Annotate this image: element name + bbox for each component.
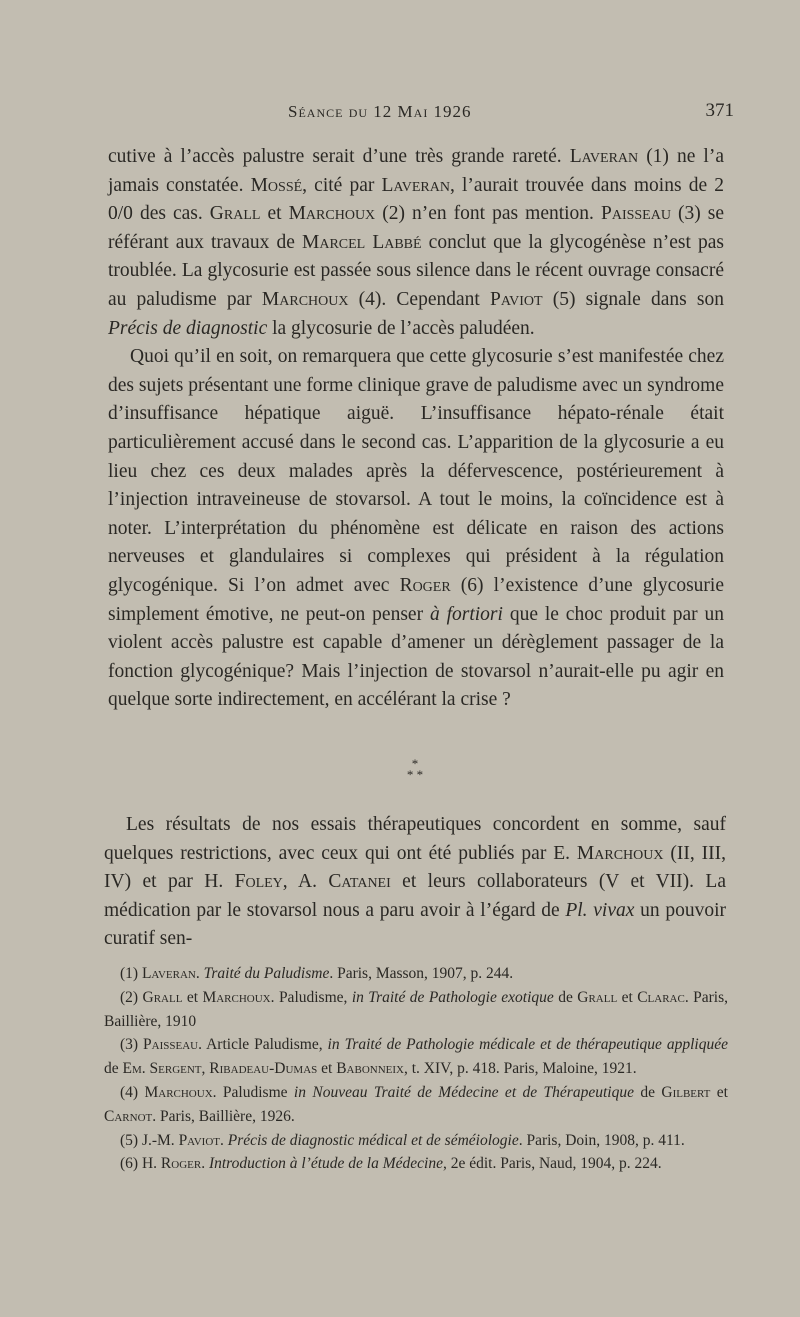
page-number: 371 xyxy=(705,100,734,121)
text-run: et xyxy=(317,1060,337,1078)
text-run: Paisseau xyxy=(143,1036,199,1054)
text-run: . xyxy=(219,1131,228,1149)
text-run: in Traité de Pathologie médicale et de thérapeutique appliquée xyxy=(327,1036,729,1054)
text-run: (2) n’en font pas mention. xyxy=(375,203,601,225)
author-name: Grall xyxy=(209,203,261,225)
author-name: Foley xyxy=(234,871,283,893)
paragraph-2 xyxy=(108,343,724,715)
text-run: . xyxy=(195,965,204,982)
text-run: , t. XIV, p. 418. Paris, Maloine, 1921. xyxy=(403,1060,637,1078)
text-run: cutive à l’accès palustre serait d’une très grande rareté. xyxy=(108,146,570,167)
author-name: Roger xyxy=(399,574,451,596)
text-run: Clarac xyxy=(637,988,685,1006)
text-run: la glycosurie de l’accès paludéen. xyxy=(267,317,535,339)
text-run: . Paris, Doin, 1908, p. 411. xyxy=(518,1131,685,1149)
text-run: et xyxy=(617,988,638,1006)
text-run: de xyxy=(553,988,578,1006)
footnote-4 xyxy=(104,1081,728,1129)
author-name: Laveran xyxy=(381,174,450,196)
text-run: , A. xyxy=(282,871,329,893)
author-name: Marchoux xyxy=(288,203,376,225)
text-run: . Paludisme, xyxy=(270,988,352,1006)
species-name: Pl. vivax xyxy=(565,899,635,921)
text-run: . Paris, Baillière, 1926. xyxy=(152,1107,295,1125)
text-run: (3) se référant aux travaux de xyxy=(108,203,725,253)
author-name: Marcel Labbé xyxy=(302,231,422,253)
text-run: conclut que la glycogénèse n’est pas troublée. La glycosurie est passée sous silence dans le récent ouvrage consacré au paludisme par xyxy=(108,231,724,310)
text-run: Laveran xyxy=(141,965,196,982)
text-run: Em. Sergent xyxy=(122,1060,202,1078)
text-run: Précis de diagnostic médical et de séméiologie xyxy=(227,1131,519,1149)
author-name: Paviot xyxy=(489,288,543,310)
text-run: (4). Cependant xyxy=(348,288,490,310)
text-run: Marchoux xyxy=(144,1083,213,1101)
text-run: Ribadeau-Dumas xyxy=(209,1060,318,1078)
running-title: Séance du 12 Mai 1926 xyxy=(288,102,472,121)
text-run: in Traité de Pathologie exotique xyxy=(351,988,554,1006)
text-run: Marchoux xyxy=(202,988,271,1006)
text-run: et xyxy=(710,1083,728,1101)
author-name: Catanei xyxy=(328,871,391,893)
footnote-2 xyxy=(104,986,728,1034)
text-run: . xyxy=(201,1155,209,1173)
text-run: Les résultats de nos essais thérapeutiques concordent en somme, sauf quelques restrictions, avec ceux qui ont été publiés par E. xyxy=(104,814,726,864)
text-run: (4) xyxy=(120,1083,145,1101)
text-run: (5) J.-M. xyxy=(120,1131,179,1149)
text-run: Grall xyxy=(142,988,183,1006)
text-run: Grall xyxy=(577,988,618,1006)
paragraph-1 xyxy=(108,143,724,343)
text-run: que le choc produit par un violent accès palustre est capable d’amener un dérèglement passager de la fonction glycogénique? Mais l’injection de stovarsol n’aurait-elle pu agir en quelque sorte indirectement, en accélérant la crise ? xyxy=(108,603,724,711)
book-title: Précis de diagnostic xyxy=(108,317,268,339)
author-name: Mossé xyxy=(250,174,303,196)
footnote-5 xyxy=(104,1129,728,1153)
text-run: un pouvoir curatif sen- xyxy=(104,899,726,950)
footnote-1 xyxy=(104,962,728,986)
text-run: Carnot xyxy=(104,1107,153,1125)
text-run: . Paris, Masson, 1907, p. 244. xyxy=(329,965,514,982)
text-run: Quoi qu’il en soit, on remarquera que cette glycosurie s’est manifestée chez des sujets présentant une forme clinique grave de paludisme avec un syndrome d’insuffisance hépatique aiguë. L’insuffisance hépato-rénale était particulièrement accusé dans le second cas. L’apparition de la glycosurie a eu lieu chez ces deux malades après la défervescence, postérieurement à l’injection intraveineuse de stovarsol. A tout le moins, la coïncidence est à noter. L’interprétation du phénomène est délicate en raison des actions nerveuses et glandulaires si complexes qui président à la régulation glycogénique. Si l’on admet avec xyxy=(108,346,724,596)
results-section xyxy=(104,811,726,954)
text-run: , l’aurait trouvée dans moins de 2 0/0 des cas. xyxy=(108,174,724,225)
running-header xyxy=(110,100,740,130)
text-run: Paviot xyxy=(178,1131,220,1149)
text-run: de xyxy=(633,1083,662,1101)
text-run: Babonneix xyxy=(336,1060,404,1078)
text-run: . Paludisme xyxy=(212,1083,294,1101)
text-run: , xyxy=(201,1060,210,1078)
footnote-3 xyxy=(104,1033,728,1081)
text-run: Gilbert xyxy=(661,1083,711,1101)
text-run: . Article Paludisme, xyxy=(198,1036,328,1054)
text-run: (6) H. xyxy=(120,1155,161,1173)
author-name: Paisseau xyxy=(600,203,671,225)
text-run: , 2e édit. Paris, Naud, 1904, p. 224. xyxy=(442,1155,662,1173)
text-run: Roger xyxy=(160,1155,202,1173)
text-run: . Paris, Baillière, 1910 xyxy=(104,988,728,1030)
main-text xyxy=(108,143,724,715)
text-run: Traité du Paludisme xyxy=(203,965,330,982)
text-run: et xyxy=(182,988,203,1006)
asterism-top: * xyxy=(411,756,419,771)
text-run: de xyxy=(104,1060,123,1078)
text-run: (1) ne l’a jamais constatée. xyxy=(108,146,724,196)
text-run: (2) xyxy=(120,988,143,1006)
text-run: , cité par xyxy=(302,174,382,196)
text-run: (3) xyxy=(120,1036,144,1054)
text-run: (5) signale dans son xyxy=(542,288,724,310)
asterism-bottom: * * xyxy=(406,767,424,782)
text-run: et xyxy=(260,203,289,225)
section-asterism xyxy=(400,758,430,780)
footnotes xyxy=(104,962,728,1176)
latin-phrase: à fortiori xyxy=(429,603,503,625)
text-run: Introduction à l’étude de la Médecine xyxy=(208,1155,443,1173)
text-run: (1) xyxy=(120,965,142,982)
text-run: (II, III, IV) et par H. xyxy=(104,842,726,893)
author-name: Marchoux xyxy=(261,288,349,310)
author-name: Laveran xyxy=(569,146,639,167)
text-run: et leurs collaborateurs (V et VII). La médication par le stovarsol nous a paru avoir à l’égard de xyxy=(104,871,726,921)
author-name: Marchoux xyxy=(576,842,664,864)
text-run: (6) l’existence d’une glycosurie simplement émotive, ne peut-on penser xyxy=(108,574,724,625)
paragraph-3 xyxy=(104,811,726,954)
footnote-6 xyxy=(104,1152,728,1176)
text-run: in Nouveau Traité de Médecine et de Thérapeutique xyxy=(293,1083,634,1101)
